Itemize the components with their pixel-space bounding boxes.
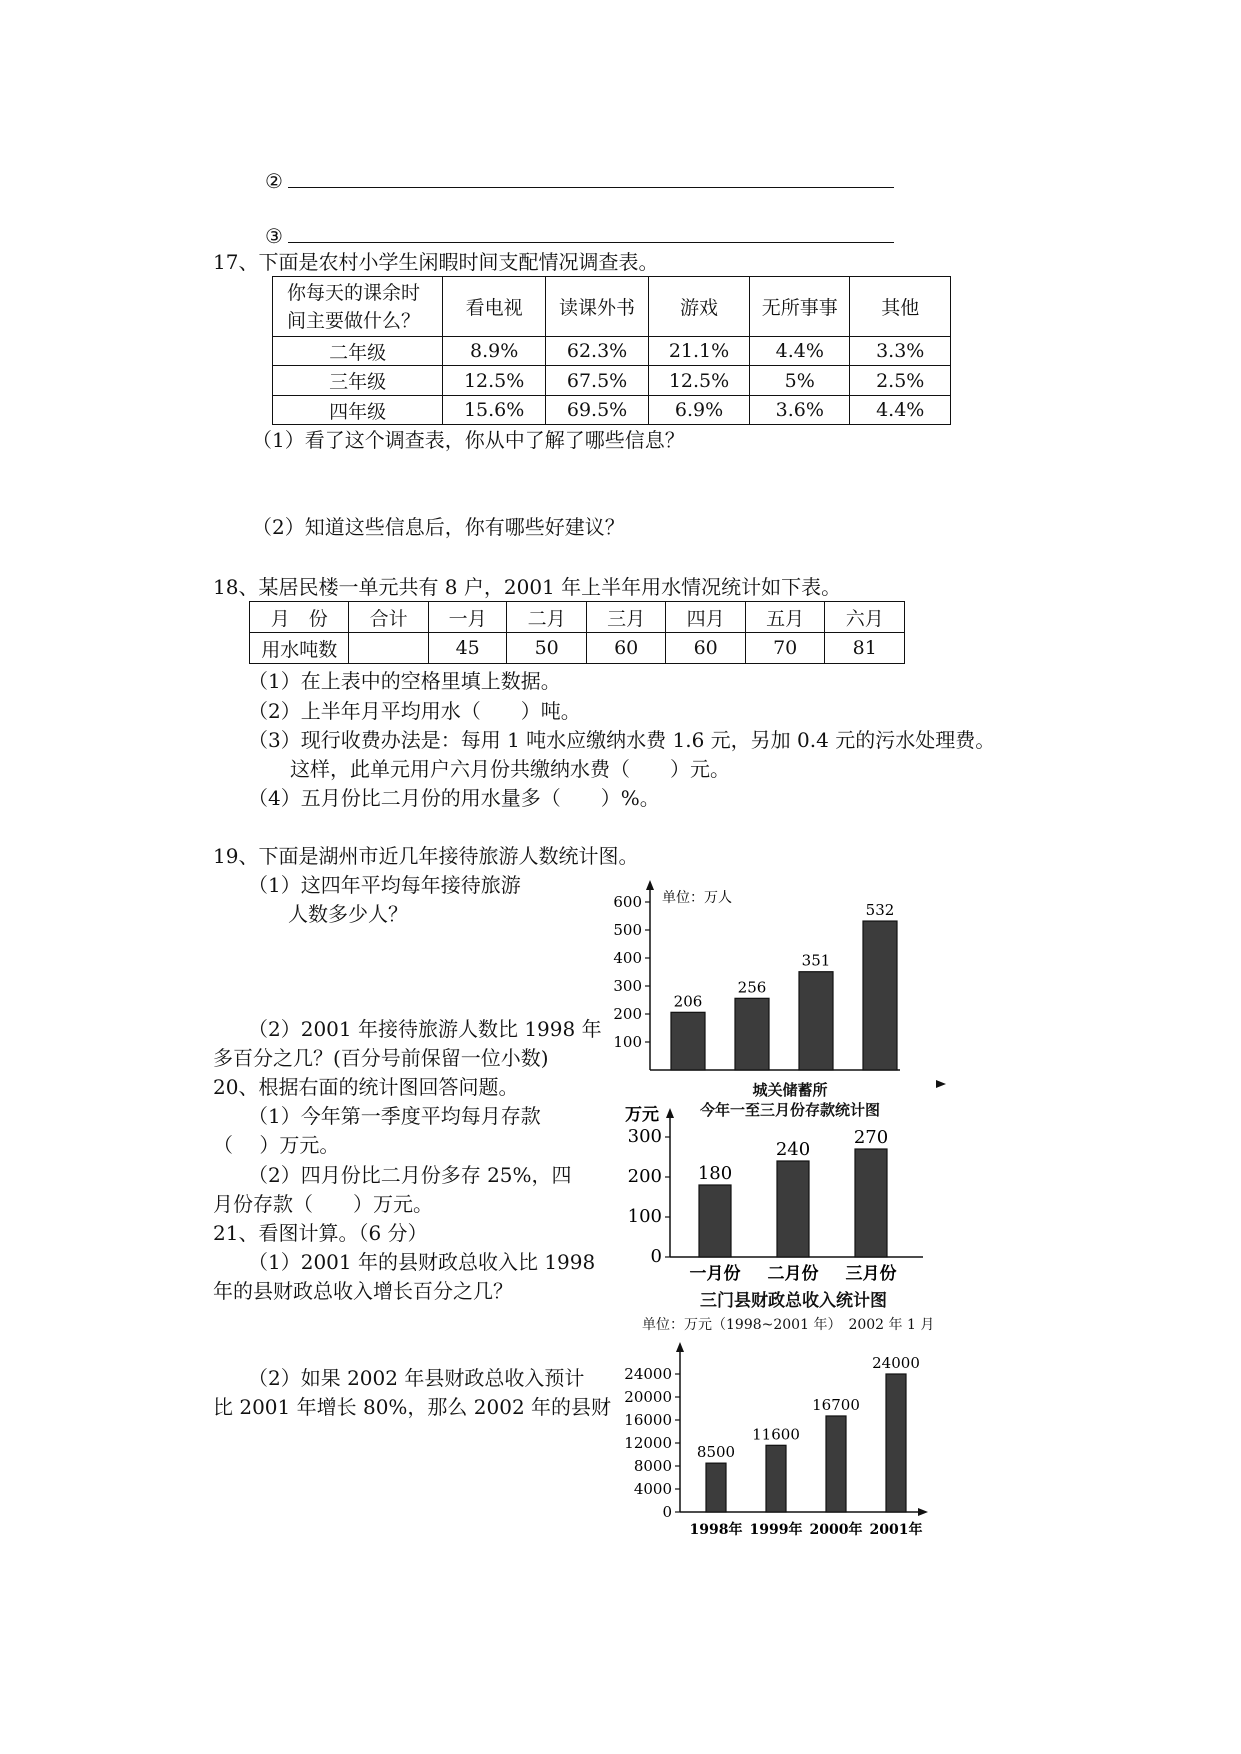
y-tick-label: 16000 xyxy=(624,1411,672,1429)
bar xyxy=(766,1445,786,1512)
q17-header-activity xyxy=(273,277,443,337)
table-cell: 2.5% xyxy=(850,366,951,396)
y-axis xyxy=(676,1342,684,1512)
y-tick-label: 4000 xyxy=(633,1480,672,1498)
blank-3-line xyxy=(288,242,894,243)
q18-question-3a: （3）现行收费办法是：每用 1 吨水应缴纳水费 1.6 元，另加 0.4 元的污水处理费。 xyxy=(248,728,996,752)
q19-question-2a: （2）2001 年接待旅游人数比 1998 年 xyxy=(248,1017,602,1041)
x-tick-label: 1998年 xyxy=(689,1522,743,1538)
q17-header-idle: 无所事事 xyxy=(750,277,850,337)
bar xyxy=(799,972,833,1070)
bar xyxy=(863,921,897,1070)
chart-deposits xyxy=(615,1102,935,1282)
y-tick-label: 600 xyxy=(613,893,642,911)
q18-header-month: 月 份 xyxy=(250,602,349,633)
q19-question-1b: 人数多少人？ xyxy=(288,902,408,926)
bar-data-label: 16700 xyxy=(812,1395,860,1414)
y-tick-label: 300 xyxy=(627,1126,662,1147)
q20-question-1a: （1）今年第一季度平均每月存款 xyxy=(248,1104,541,1128)
table-cell: 三年级 xyxy=(273,366,443,396)
blank-2-line xyxy=(288,187,894,188)
unit-label: 单位：万人 xyxy=(662,890,732,906)
blank-2-label: ② xyxy=(265,169,283,193)
y-tick-label: 300 xyxy=(613,977,642,995)
q19-question-2b: 多百分之几？(百分号前保留一位小数) xyxy=(213,1046,549,1070)
table-cell: 3.3% xyxy=(850,337,951,366)
table-cell: 81 xyxy=(825,633,905,664)
total-blank-cell[interactable] xyxy=(349,633,428,664)
q17-table xyxy=(272,276,951,425)
q17-question-1: （1）看了这个调查表，你从中了解了哪些信息？ xyxy=(252,428,685,452)
x-tick-label: 一月份 xyxy=(689,1264,741,1282)
x-tick-label: 2000年 xyxy=(809,1522,863,1538)
bar-data-label: 8500 xyxy=(696,1443,736,1462)
bar xyxy=(699,1185,731,1257)
deposit-chart-title-line2: 今年一至三月份存款统计图 xyxy=(699,1101,880,1119)
q17-header-tv: 看电视 xyxy=(443,277,546,337)
table-cell: 45 xyxy=(428,633,507,664)
y-tick-label: 400 xyxy=(613,949,642,967)
table-cell: 6.9% xyxy=(649,396,750,425)
x-tick-label: 1999年 xyxy=(749,1522,803,1538)
q18-header-jun: 六月 xyxy=(825,602,905,633)
q20-question-1b: （ ）万元。 xyxy=(213,1133,340,1157)
q18-header-feb: 二月 xyxy=(507,602,587,633)
q18-question-3b: 这样，此单元用户六月份共缴纳水费（ ）元。 xyxy=(290,757,730,781)
y-tick-label: 12000 xyxy=(624,1434,672,1452)
y-tick-label: 0 xyxy=(662,1503,672,1521)
y-tick-label: 200 xyxy=(627,1166,662,1187)
y-tick-label: 100 xyxy=(627,1206,662,1227)
blank-3-label: ③ xyxy=(265,224,283,248)
table-cell: 60 xyxy=(666,633,746,664)
y-tick-label: 8000 xyxy=(633,1457,672,1475)
bar-data-label: 11600 xyxy=(752,1425,800,1444)
y-tick-label: 100 xyxy=(613,1033,642,1051)
q17-title: 17、下面是农村小学生闲暇时间支配情况调查表。 xyxy=(213,250,659,274)
table-cell: 二年级 xyxy=(273,337,443,366)
y-tick-label: 24000 xyxy=(624,1365,672,1383)
y-axis xyxy=(666,1108,674,1257)
q18-question-4: （4）五月份比二月份的用水量多（ ）%。 xyxy=(248,786,660,810)
q18-table xyxy=(249,601,905,664)
table-cell: 60 xyxy=(586,633,666,664)
table-cell: 69.5% xyxy=(546,396,649,425)
bar xyxy=(671,1012,705,1070)
x-tick-label: 三月份 xyxy=(845,1264,897,1282)
q18-question-2: （2）上半年月平均用水（ ）吨。 xyxy=(248,699,581,723)
revenue-chart-subtitle: 单位：万元（1998~2001 年） 2002 年 1 月 xyxy=(642,1317,935,1333)
y-tick-label: 500 xyxy=(613,921,642,939)
table-row xyxy=(273,337,951,366)
bar xyxy=(826,1416,846,1512)
q20-title: 20、根据右面的统计图回答问题。 xyxy=(213,1075,519,1099)
bar-data-label: 240 xyxy=(775,1139,811,1160)
table-cell: 50 xyxy=(507,633,587,664)
table-cell: 67.5% xyxy=(546,366,649,396)
chart-revenue xyxy=(620,1340,950,1545)
q20-question-2b: 月份存款（ ）万元。 xyxy=(213,1192,433,1216)
table-cell: 3.6% xyxy=(750,396,850,425)
y-axis-label: 万元 xyxy=(625,1105,659,1125)
q21-title: 21、看图计算。（6 分） xyxy=(213,1221,428,1245)
q19-question-1a: （1）这四年平均每年接待旅游 xyxy=(248,873,521,897)
q17-header-reading: 读课外书 xyxy=(546,277,649,337)
q17-header-games: 游戏 xyxy=(649,277,750,337)
bar-data-label: 180 xyxy=(697,1163,733,1184)
q18-header-mar: 三月 xyxy=(586,602,666,633)
y-tick-label: 200 xyxy=(613,1005,642,1023)
bar xyxy=(886,1374,906,1512)
deposit-chart-title-line1: 城关储蓄所 xyxy=(752,1081,828,1099)
q18-header-may: 五月 xyxy=(745,602,825,633)
bar xyxy=(706,1463,726,1512)
q17-header-activity-line2: 间主要做什么？ xyxy=(287,309,421,332)
q21-question-2b: 比 2001 年增长 80%，那么 2002 年的县财 xyxy=(213,1395,612,1419)
q18-question-1: （1）在上表中的空格里填上数据。 xyxy=(248,669,561,693)
q17-header-activity-line1: 你每天的课余时 xyxy=(287,281,421,304)
q20-question-2a: （2）四月份比二月份多存 25%，四 xyxy=(248,1163,572,1187)
table-cell: 5% xyxy=(750,366,850,396)
table-row xyxy=(250,633,905,664)
bar-data-label: 256 xyxy=(737,978,767,997)
q21-question-1a: （1）2001 年的县财政总收入比 1998 xyxy=(248,1250,596,1274)
bar xyxy=(735,998,769,1070)
bar xyxy=(855,1149,887,1257)
bar-data-label: 351 xyxy=(801,951,831,970)
y-tick-label: 0 xyxy=(650,1246,662,1267)
q21-question-1b: 年的县财政总收入增长百分之几？ xyxy=(213,1279,513,1303)
table-cell: 21.1% xyxy=(649,337,750,366)
table-cell: 62.3% xyxy=(546,337,649,366)
q18-header-apr: 四月 xyxy=(666,602,746,633)
table-cell: 12.5% xyxy=(443,366,546,396)
chart-tourism xyxy=(600,878,960,1098)
table-cell: 4.4% xyxy=(850,396,951,425)
bar xyxy=(777,1161,809,1257)
q17-header-other: 其他 xyxy=(850,277,951,337)
bar-data-label: 270 xyxy=(853,1127,889,1148)
table-row xyxy=(273,366,951,396)
table-cell: 4.4% xyxy=(750,337,850,366)
table-cell: 12.5% xyxy=(649,366,750,396)
table-cell: 四年级 xyxy=(273,396,443,425)
q18-header-jan: 一月 xyxy=(428,602,507,633)
bar-data-label: 206 xyxy=(673,992,703,1011)
q17-question-2: （2）知道这些信息后，你有哪些好建议？ xyxy=(252,515,625,539)
table-cell: 15.6% xyxy=(443,396,546,425)
table-cell: 用水吨数 xyxy=(250,633,349,664)
bar-data-label: 532 xyxy=(865,901,895,920)
table-row xyxy=(273,396,951,425)
table-cell: 8.9% xyxy=(443,337,546,366)
table-cell: 70 xyxy=(745,633,825,664)
q21-question-2a: （2）如果 2002 年县财政总收入预计 xyxy=(248,1366,585,1390)
bar-data-label: 24000 xyxy=(872,1354,920,1372)
q18-header-total: 合计 xyxy=(349,602,428,633)
q19-title: 19、下面是湖州市近几年接待旅游人数统计图。 xyxy=(213,844,639,868)
revenue-chart-title: 三门县财政总收入统计图 xyxy=(700,1291,887,1311)
x-tick-label: 二月份 xyxy=(767,1264,819,1282)
x-tick-label: 2001年 xyxy=(869,1522,923,1538)
q18-title: 18、某居民楼一单元共有 8 户，2001 年上半年用水情况统计如下表。 xyxy=(213,575,842,599)
y-tick-label: 20000 xyxy=(624,1388,672,1406)
